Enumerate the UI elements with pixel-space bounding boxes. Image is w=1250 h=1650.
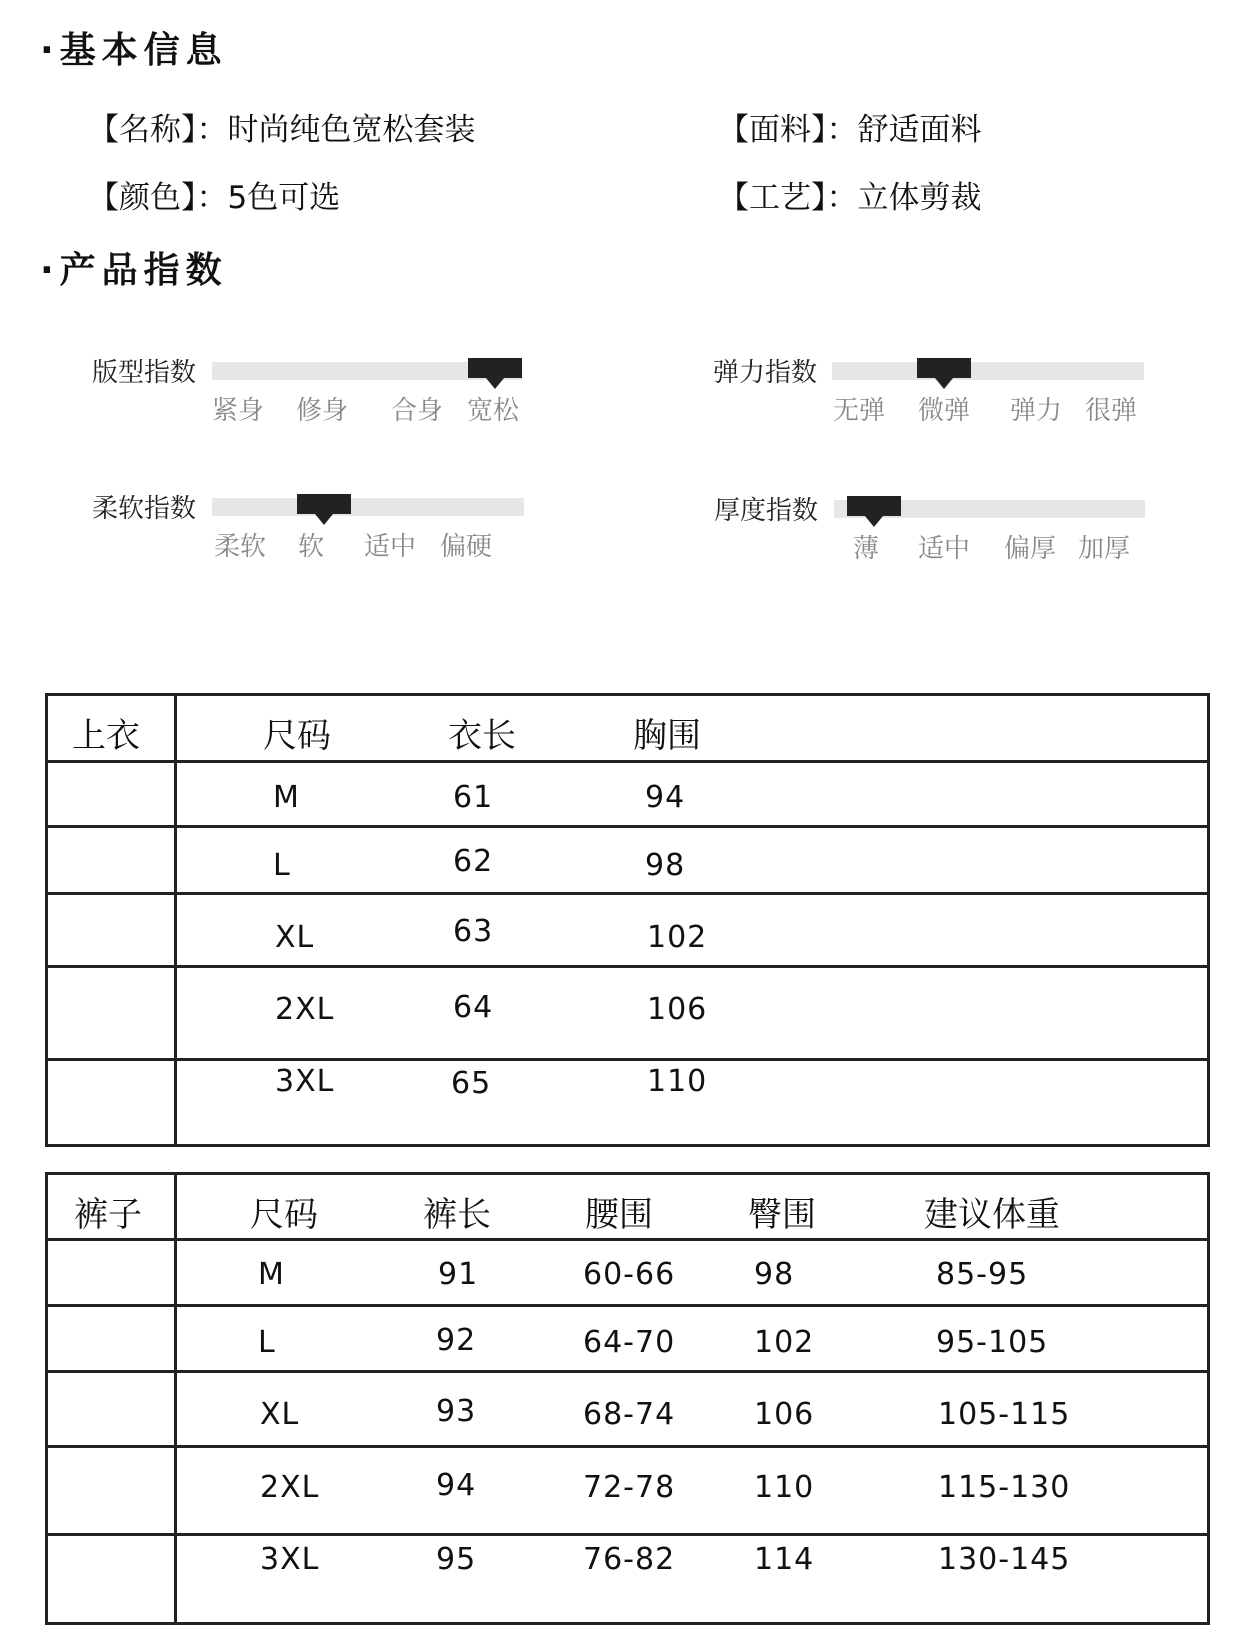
pants-length-cell: 95	[436, 1542, 477, 1577]
pants-size-cell: XL	[260, 1397, 300, 1432]
row-line	[48, 1238, 1207, 1241]
craft-row	[718, 172, 982, 217]
name-row	[88, 104, 476, 149]
pants-waist-cell: 68-74	[583, 1397, 676, 1432]
top-header-length: 衣长	[448, 716, 516, 756]
thickness-tick-extra: 加厚	[1078, 534, 1131, 564]
row-line	[48, 1445, 1207, 1448]
pants-header-size: 尺码	[250, 1195, 318, 1235]
top-size-cell: 2XL	[275, 992, 335, 1027]
top-header-chest: 胸围	[633, 716, 701, 756]
elasticity-index-track	[832, 362, 1144, 380]
thickness-index-label: 厚度指数	[714, 496, 819, 526]
top-size-cell: 3XL	[275, 1064, 335, 1099]
table-divider	[174, 1175, 177, 1622]
elasticity-tick-none: 无弹	[833, 396, 886, 426]
fabric-value: 舒适面料	[857, 112, 982, 148]
top-size-cell: M	[273, 780, 300, 815]
row-line	[48, 965, 1207, 968]
row-line	[48, 892, 1207, 895]
pants-waist-cell: 76-82	[583, 1542, 676, 1577]
elasticity-tick-very: 很弹	[1085, 396, 1138, 426]
row-line	[48, 1370, 1207, 1373]
softness-index-track	[212, 498, 524, 516]
top-length-cell: 61	[453, 780, 494, 815]
craft-value: 立体剪裁	[857, 180, 982, 216]
row-line	[48, 760, 1207, 763]
table-divider	[174, 696, 177, 1144]
pants-hip-cell: 114	[754, 1542, 815, 1577]
softness-index-label: 柔软指数	[92, 494, 197, 524]
name-label: 【名称】：	[88, 112, 228, 148]
elasticity-tick-slight: 微弹	[918, 396, 971, 426]
pants-size-cell: L	[258, 1325, 276, 1360]
color-label: 【颜色】：	[88, 180, 228, 216]
top-category: 上衣	[72, 716, 140, 756]
name-value: 时尚纯色宽松套装	[227, 112, 476, 148]
elasticity-index-marker	[917, 358, 971, 378]
pants-waist-cell: 64-70	[583, 1325, 676, 1360]
color-value: 5色可选	[227, 180, 341, 216]
pants-weight-cell: 105-115	[938, 1397, 1071, 1432]
fit-tick-loose: 宽松	[467, 396, 520, 426]
thickness-tick-medium: 适中	[918, 534, 971, 564]
row-line	[48, 1058, 1207, 1061]
softness-tick-medium: 适中	[364, 532, 417, 562]
pants-hip-cell: 98	[754, 1257, 795, 1292]
thickness-index-marker	[847, 496, 901, 516]
pants-waist-cell: 72-78	[583, 1470, 676, 1505]
top-chest-cell: 94	[645, 780, 686, 815]
pants-length-cell: 94	[436, 1468, 477, 1503]
pants-weight-cell: 95-105	[936, 1325, 1049, 1360]
thickness-tick-thick: 偏厚	[1004, 534, 1057, 564]
top-size-cell: XL	[275, 920, 315, 955]
fit-index-marker	[468, 358, 522, 378]
craft-label: 【工艺】：	[718, 180, 858, 216]
elasticity-tick-elastic: 弹力	[1010, 396, 1063, 426]
fit-tick-regular: 合身	[391, 396, 444, 426]
pants-weight-cell: 85-95	[936, 1257, 1029, 1292]
pants-size-cell: 3XL	[260, 1542, 320, 1577]
fit-index-track	[212, 362, 522, 380]
pants-length-cell: 92	[436, 1323, 477, 1358]
pants-header-waist: 腰围	[585, 1195, 653, 1235]
top-chest-cell: 110	[647, 1064, 708, 1099]
fit-tick-tight: 紧身	[212, 396, 265, 426]
pants-weight-cell: 115-130	[938, 1470, 1071, 1505]
top-chest-cell: 106	[647, 992, 708, 1027]
pants-hip-cell: 102	[754, 1325, 815, 1360]
pants-size-cell: M	[258, 1257, 285, 1292]
top-size-table	[45, 693, 1210, 1147]
elasticity-index-label: 弹力指数	[713, 358, 818, 388]
pants-size-table	[45, 1172, 1210, 1625]
top-length-cell: 65	[451, 1066, 492, 1101]
softness-tick-softish: 软	[298, 532, 325, 562]
top-length-cell: 64	[453, 990, 494, 1025]
softness-tick-soft: 柔软	[214, 532, 267, 562]
pants-header-hip: 臀围	[748, 1195, 816, 1235]
pants-length-cell: 93	[436, 1394, 477, 1429]
fabric-row	[718, 104, 982, 149]
pants-category: 裤子	[74, 1195, 142, 1235]
row-line	[48, 1304, 1207, 1307]
row-line	[48, 1533, 1207, 1536]
product-index-title: ·产品指数	[40, 250, 228, 291]
row-line	[48, 825, 1207, 828]
fit-index-label: 版型指数	[92, 358, 197, 388]
pants-header-weight: 建议体重	[924, 1195, 1060, 1235]
pants-weight-cell: 130-145	[938, 1542, 1071, 1577]
top-chest-cell: 102	[647, 920, 708, 955]
top-length-cell: 62	[453, 844, 494, 879]
pants-hip-cell: 110	[754, 1470, 815, 1505]
top-chest-cell: 98	[645, 848, 686, 883]
pants-size-cell: 2XL	[260, 1470, 320, 1505]
top-size-cell: L	[273, 848, 291, 883]
softness-index-marker	[297, 494, 351, 514]
pants-waist-cell: 60-66	[583, 1257, 676, 1292]
pants-hip-cell: 106	[754, 1397, 815, 1432]
pants-header-length: 裤长	[423, 1195, 491, 1235]
top-header-size: 尺码	[263, 716, 331, 756]
thickness-index-track	[834, 500, 1145, 518]
pants-length-cell: 91	[438, 1257, 479, 1292]
color-row	[88, 172, 340, 217]
thickness-tick-thin: 薄	[853, 534, 880, 564]
top-length-cell: 63	[453, 914, 494, 949]
softness-tick-hard: 偏硬	[440, 532, 493, 562]
basic-info-title: ·基本信息	[40, 30, 228, 71]
fit-tick-slim: 修身	[296, 396, 349, 426]
fabric-label: 【面料】：	[718, 112, 858, 148]
